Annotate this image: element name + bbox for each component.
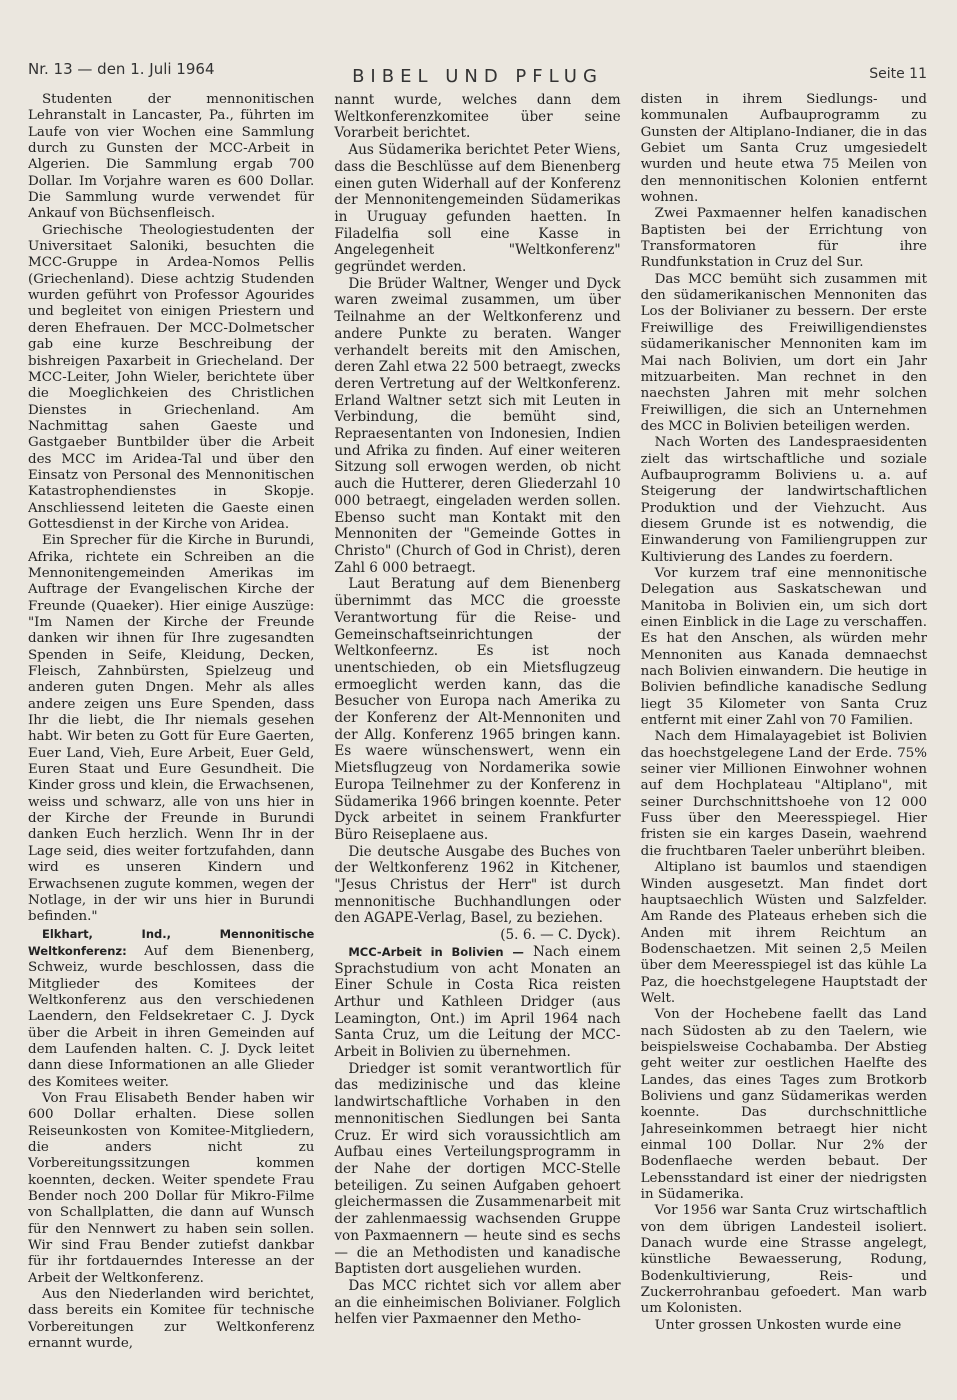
paragraph-text: Altiplano ist baumlos und staendigen Winden ausgesetzt. Man findet dort hauptsaechlich Wüsten und Salzfelder. Am Rande des Plateaus erheben sich die Anden mit ihrem Reichtum an Bodenschaetzen. Mit seinen 2,5 Meilen über dem Meeresspiegel ist das kühle La Paz, die hoechstgelegene Hauptstadt der Welt. (640, 860, 927, 1006)
paragraph-text: Von der Hochebene faellt das Land nach Südosten ab zu den Taelern, wie beispielsweise Cochabamba. Der Abstieg geht weiter zur oestlichen Haelfte des Landes, das eines Tages zum Brotkorb Boliviens und ganz Südamerikas werden koennte. Das durchschnittliche Jahreseinkommen betraegt hier nicht einmal 100 Dollar. Nur 2% der Bodenflaeche werden bebaut. Der Lebensstandard ist einer der niedrigsten in Südamerika. (640, 1007, 927, 1203)
article-paragraph (641, 272, 927, 435)
paragraph-text: Vor 1956 war Santa Cruz wirtschaftlich von dem übrigen Landesteil isoliert. Danach wurde eine Strasse angelegt, künstliche Bewaesserung, Rodung, Bodenkultivierung, Reis- und Zuckerrohranbau gefoedert. Man warb um Kolonisten. (640, 1203, 927, 1317)
article-paragraph (334, 92, 620, 142)
article-paragraph (641, 92, 927, 206)
article-paragraph (28, 1287, 314, 1352)
article-paragraph (28, 1091, 314, 1287)
column-3 (641, 92, 927, 1386)
paragraph-text: disten in ihrem Siedlungs- und kommunalen Aufbauprogramm zu Gunsten der Altiplano-Indianer, die in das Gebiet um Santa Cruz umgesiedelt wurden und heute etwa 75 Meilen von den mennonitischen Kolonien entfernt wohnen. (640, 92, 927, 206)
issue-date: Nr. 13 — den 1. Juli 1964 (28, 60, 215, 78)
paragraph-text: Die deutsche Ausgabe des Buches von der Weltkonferenz 1962 in Kitchener, "Jesus Christus der Herr" ist durch mennonitische Buchhandlungen oder den AGAPE-Verlag, Basel, zu beziehen. (334, 843, 621, 927)
paragraph-text: nannt wurde, welches dann dem Weltkonferenzkomitee über seine Vorarbeit berichtet. (334, 92, 621, 142)
page-number: Seite 11 (869, 66, 927, 82)
article-paragraph (28, 223, 314, 534)
paragraph-text: Das MCC richtet sich vor allem aber an die einheimischen Bolivianer. Folglich helfen vier Paxmaenner den Metho- (334, 1277, 621, 1328)
page-header (28, 52, 927, 92)
article-paragraph (334, 576, 620, 843)
article-lead: MCC-Arbeit in Bolivien — (348, 944, 524, 959)
paragraph-text: Auf dem Bienenberg, Schweiz, wurde beschlossen, dass die Mitglieder des Komitees der Weltkonferenz aus den verschiedenen Laendern, den Feldsekretaer C. J. Dyck über die Arbeit in ihren Gemeinden auf dem Laufenden halten. C. J. Dyck leitet dann diese Informationen an alle Glieder des Komitees weiter. (28, 943, 315, 1090)
paragraph-text: Das MCC bemüht sich zusammen mit den südamerikanischen Mennoniten das Los der Bolivianer zu bessern. Der erste Freiwillige des Freiwilligendienstes südamerikanischer Mennoniten kam im Mai nach Bolivien, um dort ein Jahr mitzuarbeiten. Man rechnet in den naechsten Jahren mit mehr solchen Freiwilligen, die sich an Unternehmen des MCC in Bolivien beteiligen werden. (640, 271, 927, 434)
article-paragraph (28, 926, 314, 1091)
article-lead: Elkhart, Ind., Mennonitische Weltkonferenz: (28, 926, 315, 958)
paragraph-text: Ein Sprecher für die Kirche in Burundi, Afrika, richtete ein Schreiben an die Mennonitengemeinden Amerikas im Auftrage der Evangelischen Kirche der Freunde (Quaeker). Hier einige Auszüge: "Im Namen der Kirche der Freunde danken wir ihnen für Ihre zugesandten Spenden in Seife, Kleidung, Decken, Fleisch, Zahnbürsten, Spielzeug und anderen guten Dngen. Mehr als alles andere zeigen uns Eure Spenden, dass Ihr die liebt, die Ihr niemals gesehen habt. Wir beten zu Gott für Eure Gaerten, Euer Land, Vieh, Eure Arbeit, Euer Geld, Euren Staat und Eure Gesundheit. Die Kinder gross und klein, die Erwachsenen, weiss und schwarz, alle von uns hier in der Kirche der Freunde in Burundi danken Euch herzlich. Wenn Ihr in der Lage seid, dies weiter fortzufahden, dann wird es unseren Kindern und Erwachsenen zugute kommen, wegen der Notlage, in der wir uns hier in Burundi befinden." (28, 533, 315, 925)
paragraph-text: Zwei Paxmaenner helfen kanadischen Baptisten bei der Errichtung von Transformatoren für ihre Rundfunkstation in Cruz del Sur. (640, 206, 927, 271)
article-paragraph (641, 860, 927, 1007)
article-paragraph (28, 533, 314, 925)
article-paragraph (334, 844, 620, 928)
paragraph-text: Laut Beratung auf dem Bienenberg übernimmt das MCC die groesste Verantwortung für die Reise- und Gemeinschaftseinrichtungen der Weltkonfeernz. Es ist noch unentschieden, ob ein Mietsflugzeug ermoeglicht werden kann, das die Besucher von Europa nach Amerika zu der Konferenz der Alt-Mennoniten und der Allg. Konferenz 1965 bringen kann. Es waere wünschenswert, wenn ein Mietsflugzeug von Nordamerika sowie Europa Teilnehmer zu der Konferenz in Südamerika 1966 bringen koennte. Peter Dyck arbeitet in seinem Frankfurter Büro Reiseplaene aus. (334, 576, 621, 843)
paragraph-text: Nach einem Sprachstudium von acht Monaten an Einer Schule in Costa Rica reisten Arthur und Kathleen Dridger (aus Leamington, Ont.) im April 1964 nach Santa Cruz, um die Leitung der MCC-Arbeit in Bolivien zu übernehmen. (334, 943, 621, 1061)
paragraph-text: Studenten der mennonitischen Lehranstalt in Lancaster, Pa., führten im Laufe von vier Wochen eine Sammlung durch zu Gunsten der MCC-Arbeit in Algerien. Die Sammlung ergab 700 Dollar. Im Vorjahre waren es 600 Dollar. Die Sammlung wurde verwendet für Ankauf von Büchsenfleisch. (28, 92, 315, 222)
paragraph-text: Nach dem Himalayagebiet ist Bolivien das hoechstgelegene Land der Erde. 75% seiner vier Millionen Einwohner wohnen auf dem Hochplateau "Altiplano", mit seiner Durchschnittshoehe von 12 000 Fuss über den Meeresspiegel. Hier fristen sie ein karges Dasein, waehrend die fruchtbaren Taeler unberührt bleiben. (640, 729, 927, 859)
paragraph-text: Unter grossen Unkosten wurde eine (654, 1317, 902, 1333)
paragraph-text: (5. 6. — C. Dyck). (500, 927, 621, 944)
paragraph-text: Driedger ist somit verantwortlich für das medizinische und das kleine landwirtschaftliche Vorhaben in den mennonitischen Siedlungen bei Santa Cruz. Er wird sich voraussichtlich am Aufbau eines Verteilungsprogramm in der Nahe der dortigen MCC-Stelle beteiligen. Zu seinen Aufgaben gehoert gleichermassen die Zusammenarbeit mit der zahlenmaessig wachsenden Gruppe von Paxmaennern — heute sind es sechs — die an Methodisten und kanadische Baptisten dort ausgeliehen wurden. (334, 1060, 621, 1278)
article-paragraph (334, 142, 620, 276)
column-1 (28, 92, 314, 1386)
article-paragraph (641, 566, 927, 729)
paragraph-text: Vor kurzem traf eine mennonitische Delegation aus Saskatschewan und Manitoba in Bolivien ein, um sich dort einen Einblick in die Lage zu verschaffen. Es hat den Anschen, als würden mehr Mennoniten aus Kanada demnaechst nach Bolivien einwandern. Die heutige in Bolivien befindliche kanadische Sedlung liegt 35 Kilometer von Santa Cruz entfernt mit einer Zahl von 70 Familien. (640, 565, 927, 729)
article-columns (28, 92, 927, 1386)
paragraph-text: Nach Worten des Landespraesidenten zielt das wirtschaftliche und soziale Aufbauprogramm Boliviens u. a. auf Steigerung der landwirtschaftlichen Produktion und der Viehzucht. Aus diesem Grunde ist es notwendig, die Einwanderung von Familiengruppen zur Kultivierung des Landes zu foerdern. (640, 435, 927, 565)
article-paragraph (334, 944, 620, 1061)
paragraph-text: Aus Südamerika berichtet Peter Wiens, dass die Beschlüsse auf dem Bienenberg einen guten Widerhall auf der Konferenz der Mennonitengemeinden Südamerikas in Uruguay gefunden haetten. In Filadelfia soll eine Kasse in Angelegenheit "Weltkonferenz" gegründet werden. (334, 142, 621, 276)
article-paragraph (641, 1007, 927, 1203)
paragraph-text: Griechische Theologiestudenten der Universitaet Saloniki, besuchten die MCC-Gruppe in Ardea-Nomos Pellis (Griechenland). Diese achtzig Studenden wurden geführt von Professor Agourides und begleitet von einigen Priestern und deren Ehefrauen. Der MCC-Dolmetscher gab eine kurze Beschreibung der bishreigen Paxarbeit in Griecheland. Der MCC-Leiter, John Wieler, berichtete über die Moeglichkeien des Christlichen Dienstes in Griechenland. Am Nachmittag sahen Gaeste und Gastgaeber Buntbilder über die Arbeit des MCC im Aridea-Tal und über den Einsatz von Personal des Mennonitischen Katastrophendienstes in Skopje. Anschliessend leiteten die Gaeste einen Gottesdienst in der Kirche von Aridea. (28, 222, 315, 532)
article-paragraph (28, 92, 314, 223)
paragraph-text: Von Frau Elisabeth Bender haben wir 600 Dollar erhalten. Diese sollen Reiseunkosten von Komitee-Mitgliedern, die anders nicht zu Vorbereitungssitzungen kommen koennten, decken. Weiter spendete Frau Bender noch 200 Dollar für Mikro-Filme von Schallplatten, die dann auf Wunsch für den Nennwert zu haben sein sollen. Wir sind Frau Bender zutiefst dankbar für ihr fortdauerndes Interesse an der Arbeit der Weltkonferenz. (28, 1090, 315, 1286)
paragraph-text: Aus den Niederlanden wird berichtet, dass bereits ein Komitee für technische Vorbereitungen zur Weltkonferenz ernannt wurde, (28, 1287, 315, 1352)
column-2 (334, 92, 620, 1386)
article-paragraph (641, 1203, 927, 1317)
paragraph-text: Die Brüder Waltner, Wenger und Dyck waren zweimal zusammen, um über Teilnahme an der Weltkonferenz und andere Punkte zu beraten. Wanger verhandelt bereits mit den Amischen, deren Zahl etwa 22 500 betraegt, zwecks deren Vertretung auf der Weltkonferenz. Erland Waltner setzt sich mit Leuten in Verbindung, die bemüht sind, Repraesentanten von Indonesien, Indien und Afrika zu finden. Auf einer weiteren Sitzung soll erwogen werden, ob nicht auch die Hutterer, deren Gliederzahl 10 000 betraegt, eingeladen werden sollen. Ebenso sucht man Kontakt mit den Mennoniten der "Gemeinde Gottes in Christo" (Church of God in Christ), deren Zahl 6 000 betraegt. (334, 275, 621, 576)
article-paragraph (334, 927, 620, 944)
article-paragraph (641, 206, 927, 271)
article-paragraph (641, 729, 927, 860)
article-paragraph (334, 1278, 620, 1328)
publication-title: BIBEL UND PFLUG (352, 66, 603, 87)
article-paragraph (334, 1061, 620, 1278)
article-paragraph (334, 276, 620, 577)
article-paragraph (641, 435, 927, 566)
article-paragraph (641, 1318, 927, 1334)
